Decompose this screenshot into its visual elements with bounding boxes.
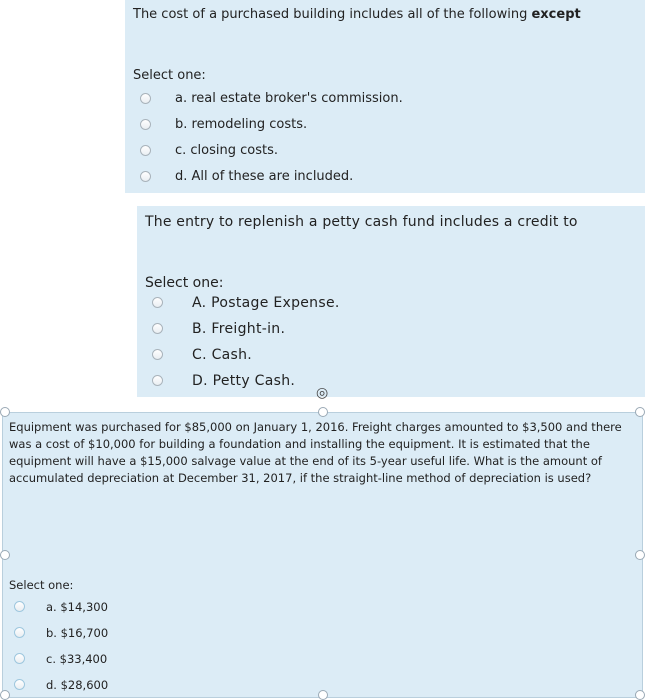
question-3-option-c[interactable] <box>14 651 108 666</box>
radio-unchecked-icon[interactable] <box>140 145 151 156</box>
radio-unchecked-icon[interactable] <box>14 653 25 664</box>
option-label: C. Cash. <box>192 346 253 363</box>
busy-cursor-icon: ◎ <box>316 385 329 401</box>
option-label: d. All of these are included. <box>175 169 354 184</box>
resize-handle-bottom-left[interactable] <box>0 690 10 700</box>
resize-handle-middle-right[interactable] <box>635 550 645 560</box>
question-2-select-label: Select one: <box>145 275 224 291</box>
resize-handle-top-left[interactable] <box>0 407 10 417</box>
question-1-option-a[interactable] <box>140 91 403 106</box>
radio-unchecked-icon[interactable] <box>140 119 151 130</box>
question-2-panel <box>137 206 645 397</box>
resize-handle-bottom-center[interactable] <box>318 690 328 700</box>
question-1-option-d[interactable] <box>140 169 354 184</box>
option-label: a. $14,300 <box>46 599 108 614</box>
resize-handle-middle-left[interactable] <box>0 550 10 560</box>
radio-unchecked-icon[interactable] <box>14 627 25 638</box>
question-3-option-b[interactable] <box>14 625 109 640</box>
question-2-text: The entry to replenish a petty cash fund includes a credit to <box>145 214 578 230</box>
radio-unchecked-icon[interactable] <box>152 297 163 308</box>
question-2-option-b[interactable] <box>152 320 286 337</box>
option-label: b. remodeling costs. <box>175 117 308 132</box>
question-3-text: Equipment was purchased for $85,000 on January 1, 2016. Freight charges amounted to $3,500 and there was a cost of $10,000 for building a foundation and installing the equipment. It is estimated that the equipment will have a $15,000 salvage value at the end of its 5-year useful life. What is the amount of accumulated depreciation at December 31, 2017, if the straight-line method of depreciation is used? <box>9 420 622 485</box>
question-1-panel <box>125 0 645 193</box>
question-2-option-a[interactable] <box>152 294 340 311</box>
option-label: b. $16,700 <box>46 625 109 640</box>
option-label: D. Petty Cash. <box>192 372 296 389</box>
radio-unchecked-icon[interactable] <box>140 93 151 104</box>
resize-handle-bottom-right[interactable] <box>635 690 645 700</box>
question-2-option-c[interactable] <box>152 346 253 363</box>
question-1-emphasis: except <box>531 7 581 22</box>
option-label: d. $28,600 <box>46 677 109 692</box>
question-1-text: The cost of a purchased building includes all of the following except <box>133 7 581 22</box>
radio-unchecked-icon[interactable] <box>14 679 25 690</box>
radio-unchecked-icon[interactable] <box>140 171 151 182</box>
option-label: B. Freight-in. <box>192 320 286 337</box>
question-3-option-a[interactable] <box>14 599 108 614</box>
question-1-select-label: Select one: <box>133 68 206 83</box>
question-3-option-d[interactable] <box>14 677 109 692</box>
question-1-option-c[interactable] <box>140 143 279 158</box>
resize-handle-top-right[interactable] <box>635 407 645 417</box>
radio-unchecked-icon[interactable] <box>14 601 25 612</box>
option-label: a. real estate broker's commission. <box>175 91 403 106</box>
option-label: A. Postage Expense. <box>192 294 340 311</box>
radio-unchecked-icon[interactable] <box>152 375 163 386</box>
question-3-panel <box>2 412 643 698</box>
question-2-option-d[interactable] <box>152 372 296 389</box>
question-3-select-label: Select one: <box>9 578 74 592</box>
resize-handle-top-center[interactable] <box>318 407 328 417</box>
option-label: c. $33,400 <box>46 651 108 666</box>
question-1-option-b[interactable] <box>140 117 308 132</box>
radio-unchecked-icon[interactable] <box>152 349 163 360</box>
radio-unchecked-icon[interactable] <box>152 323 163 334</box>
option-label: c. closing costs. <box>175 143 279 158</box>
